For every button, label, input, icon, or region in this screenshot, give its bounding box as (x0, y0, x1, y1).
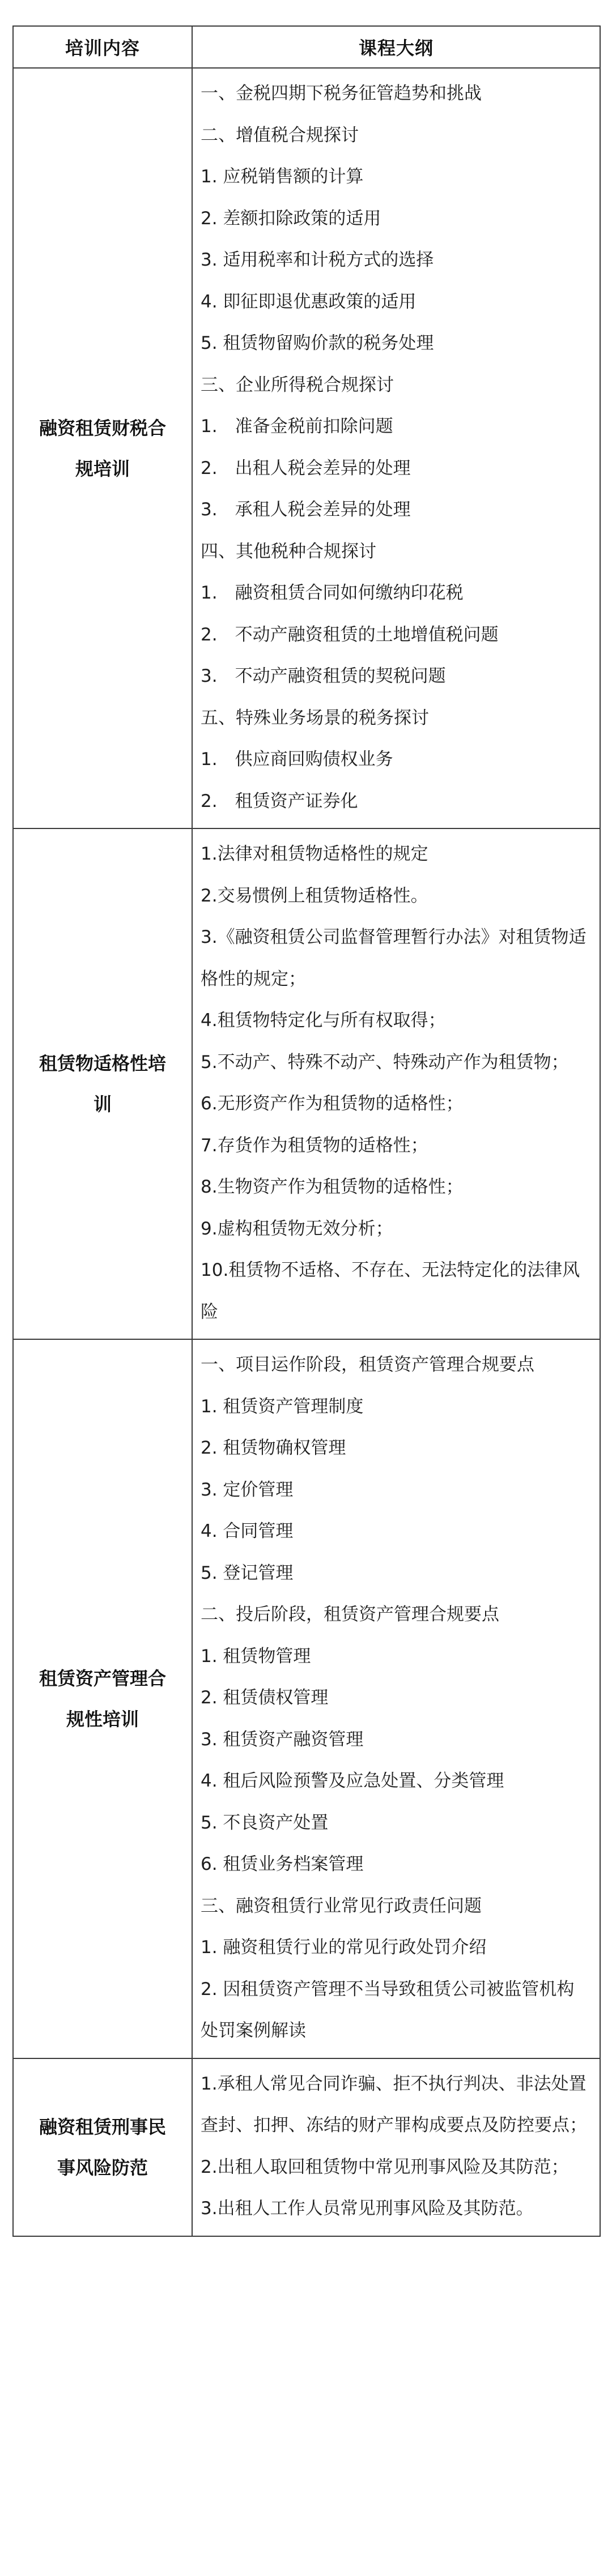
syllabus-table (12, 25, 601, 2237)
outline-line: 1. 租赁资产管理制度 (201, 1396, 364, 1417)
outline-line: 1.承租人常见合同诈骗、拒不执行判决、非法处置查封、扣押、冻结的财产罪构成要点及防控要点； (201, 2073, 587, 2135)
syllabus-rows (13, 68, 600, 2236)
outline-line: 2.出租人取回租赁物中常见刑事风险及其防范； (201, 2156, 569, 2177)
course-row (13, 828, 600, 1339)
outline-line: 10.租赁物不适格、不存在、无法特定化的法律风险 (201, 1260, 580, 1322)
outline-line: 2. 不动产融资租赁的土地增值税问题 (201, 624, 499, 645)
outline-line: 2. 租赁物确权管理 (201, 1438, 346, 1458)
course-category: 租赁资产管理合规性培训 (13, 1339, 192, 2058)
course-outline (192, 1339, 600, 2058)
outline-line: 2.交易惯例上租赁物适格性。 (201, 885, 428, 906)
outline-line: 4.租赁物特定化与所有权取得； (201, 1010, 446, 1031)
outline-line: 1. 租赁物管理 (201, 1646, 311, 1667)
outline-line: 3. 适用税率和计税方式的选择 (201, 250, 434, 270)
outline-line: 五、特殊业务场景的税务探讨 (201, 707, 429, 728)
course-outline (192, 2058, 600, 2236)
outline-line: 5. 租赁物留购价款的税务处理 (201, 333, 434, 353)
outline-line: 5. 不良资产处置 (201, 1812, 329, 1833)
outline-line: 4. 合同管理 (201, 1521, 294, 1541)
course-row (13, 1339, 600, 2058)
outline-line: 3. 租赁资产融资管理 (201, 1729, 364, 1750)
outline-line: 1. 准备金税前扣除问题 (201, 416, 393, 437)
outline-line: 2. 租赁债权管理 (201, 1688, 329, 1708)
course-category: 融资租赁财税合规培训 (13, 68, 192, 828)
course-category: 融资租赁刑事民事风险防范 (13, 2058, 192, 2236)
outline-line: 1. 供应商回购债权业务 (201, 749, 393, 770)
course-outline (192, 68, 600, 828)
course-row (13, 2058, 600, 2236)
outline-line: 2. 出租人税会差异的处理 (201, 458, 411, 479)
outline-line: 3.《融资租赁公司监督管理暂行办法》对租赁物适格性的规定； (201, 927, 586, 989)
outline-line: 一、项目运作阶段，租赁资产管理合规要点 (201, 1355, 534, 1375)
outline-line: 4. 即征即退优惠政策的适用 (201, 291, 416, 312)
outline-line: 9.虚构租赁物无效分析； (201, 1218, 393, 1239)
outline-line: 1. 融资租赁行业的常见行政处罚介绍 (201, 1937, 487, 1958)
outline-line: 3.出租人工作人员常见刑事风险及其防范。 (201, 2198, 534, 2219)
course-category: 租赁物适格性培训 (13, 828, 192, 1339)
syllabus-page (12, 25, 600, 2237)
outline-line: 6. 租赁业务档案管理 (201, 1854, 364, 1874)
outline-line: 4. 租后风险预警及应急处置、分类管理 (201, 1771, 504, 1791)
outline-line: 2. 差额扣除政策的适用 (201, 208, 381, 229)
outline-line: 8.生物资产作为租赁物的适格性； (201, 1177, 464, 1197)
header-outline: 课程大纲 (192, 26, 600, 68)
outline-line: 2. 租赁资产证券化 (201, 791, 358, 811)
header-row (13, 26, 600, 68)
outline-line: 一、金税四期下税务征管趋势和挑战 (201, 83, 482, 104)
outline-line: 1.法律对租赁物适格性的规定 (201, 844, 428, 864)
outline-line: 3. 定价管理 (201, 1479, 294, 1500)
outline-line: 2. 因租赁资产管理不当导致租赁公司被监管机构处罚案例解读 (201, 1979, 575, 2041)
outline-line: 三、融资租赁行业常见行政责任问题 (201, 1895, 482, 1916)
outline-line: 5.不动产、特殊不动产、特殊动产作为租赁物； (201, 1052, 569, 1073)
outline-line: 1. 应税销售额的计算 (201, 166, 364, 187)
outline-line: 6.无形资产作为租赁物的适格性； (201, 1093, 464, 1114)
outline-line: 四、其他税种合规探讨 (201, 541, 376, 562)
outline-line: 三、企业所得税合规探讨 (201, 374, 394, 395)
outline-line: 5. 登记管理 (201, 1562, 294, 1583)
outline-line: 二、增值税合规探讨 (201, 125, 359, 146)
header-content: 培训内容 (13, 26, 192, 68)
outline-line: 7.存货作为租赁物的适格性； (201, 1135, 428, 1156)
outline-line: 二、投后阶段，租赁资产管理合规要点 (201, 1604, 499, 1625)
course-outline (192, 828, 600, 1339)
outline-line: 1. 融资租赁合同如何缴纳印花税 (201, 583, 464, 603)
outline-line: 3. 不动产融资租赁的契税问题 (201, 666, 446, 686)
course-row (13, 68, 600, 828)
outline-line: 3. 承租人税会差异的处理 (201, 499, 411, 520)
